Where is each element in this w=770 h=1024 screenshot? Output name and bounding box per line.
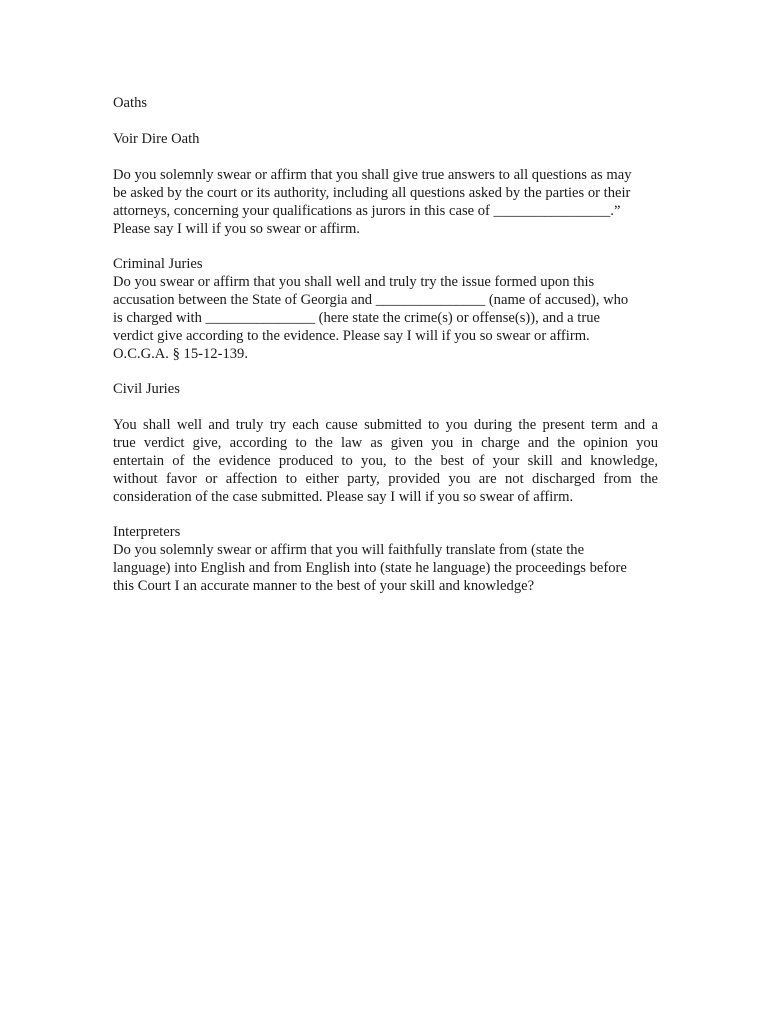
- civil-line: consideration of the case submitted. Please say I will if you so swear of affirm.: [113, 489, 574, 505]
- criminal-line: Do you swear or affirm that you shall well and truly try the issue formed upon this: [113, 274, 595, 290]
- civil-juries-oath-text: [113, 416, 658, 506]
- interpreters-heading: Interpreters: [113, 524, 181, 540]
- criminal-line: accusation between the State of Georgia and _______________ (name of accused), who: [113, 292, 629, 308]
- document-title: Oaths: [113, 95, 148, 111]
- civil-line: true verdict give, according to the law as given you in charge and the opinion you: [113, 435, 658, 451]
- criminal-juries-oath-text: [113, 273, 658, 363]
- interpreters-line: Do you solemnly swear or affirm that you will faithfully translate from (state the: [113, 542, 585, 558]
- criminal-line: verdict give according to the evidence. Please say I will if you so swear or affirm.: [113, 328, 590, 344]
- voir-dire-line: attorneys, concerning your qualifications as jurors in this case of ________________.”: [113, 203, 621, 219]
- voir-dire-heading: Voir Dire Oath: [113, 131, 200, 147]
- criminal-line: is charged with _______________ (here state the crime(s) or offense(s)), and a true: [113, 310, 600, 326]
- criminal-citation: O.C.G.A. § 15-12-139.: [113, 346, 248, 362]
- voir-dire-line: be asked by the court or its authority, including all questions asked by the parties or their: [113, 185, 631, 201]
- voir-dire-oath-text: [113, 166, 658, 238]
- voir-dire-line: Please say I will if you so swear or affirm.: [113, 221, 360, 237]
- criminal-juries-heading: Criminal Juries: [113, 256, 203, 272]
- civil-line: without favor or affection to either party, provided you are not discharged from the: [113, 471, 658, 487]
- civil-line: You shall well and truly try each cause submitted to you during the present term and a: [113, 417, 658, 433]
- civil-line: entertain of the evidence produced to you, to the best of your skill and knowledge,: [113, 453, 658, 469]
- interpreters-line: language) into English and from English into (state he language) the proceedings before: [113, 560, 627, 576]
- interpreters-line: this Court I an accurate manner to the best of your skill and knowledge?: [113, 578, 535, 594]
- civil-juries-heading: Civil Juries: [113, 381, 180, 397]
- voir-dire-line: Do you solemnly swear or affirm that you shall give true answers to all questions as may: [113, 167, 632, 183]
- interpreters-oath-text: [113, 541, 658, 595]
